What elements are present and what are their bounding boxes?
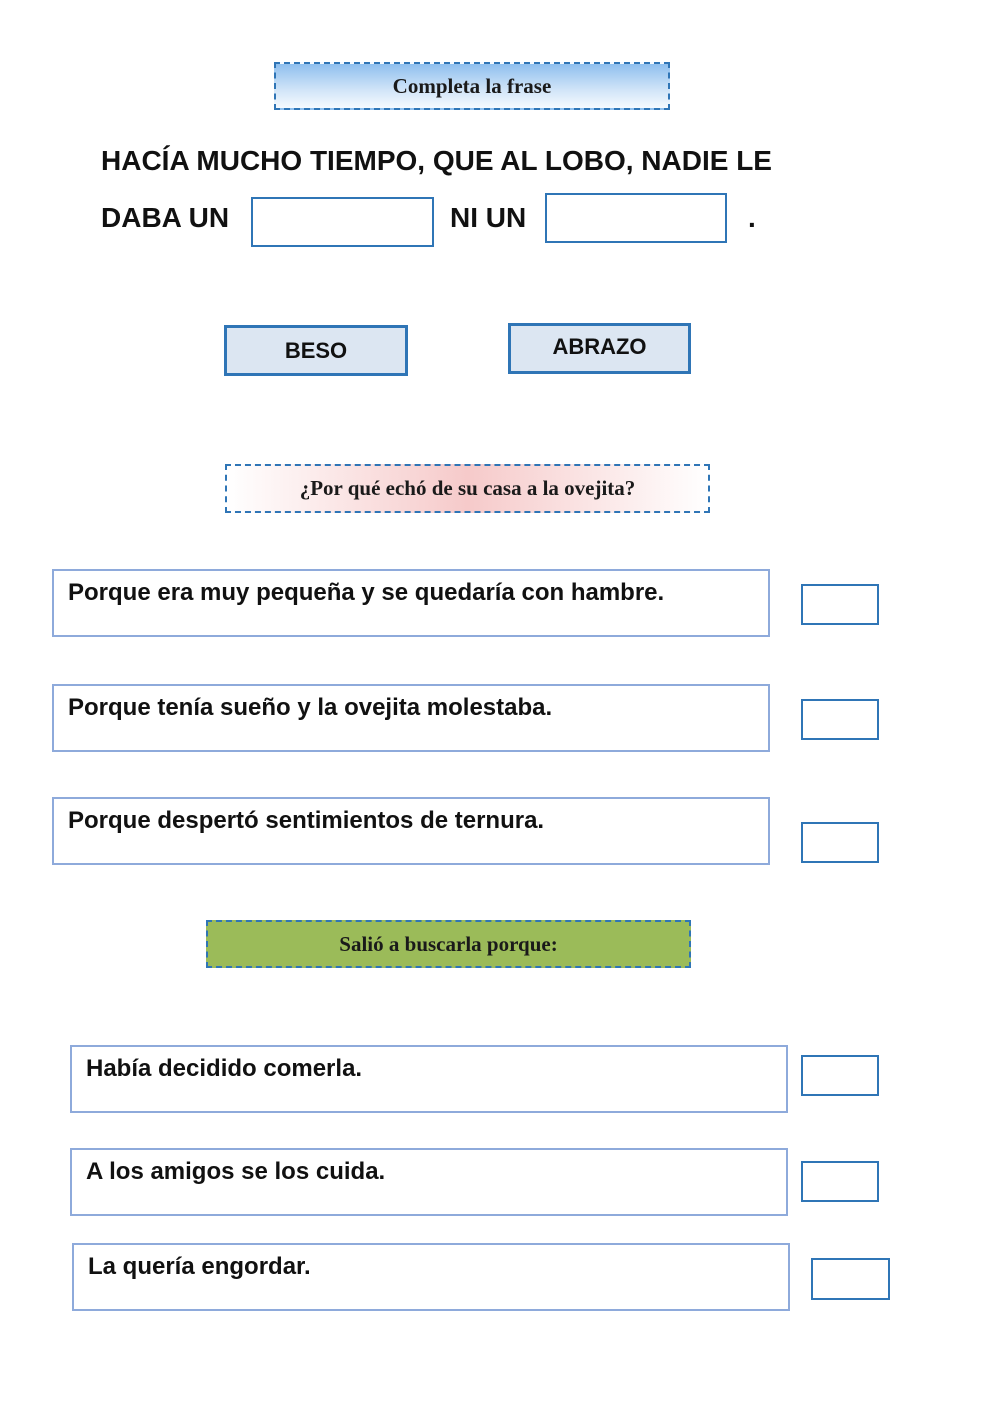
answer-option-text: Había decidido comerla.	[86, 1055, 363, 1082]
answer-option-text: A los amigos se los cuida.	[86, 1158, 386, 1185]
answer-option-text: La quería engordar.	[88, 1253, 311, 1280]
answer-checkbox[interactable]	[801, 1161, 879, 1202]
answer-option-box	[70, 1148, 788, 1216]
answer-checkbox[interactable]	[801, 699, 879, 740]
answer-checkbox[interactable]	[801, 822, 879, 863]
section-header-salio-a-buscarla	[206, 920, 691, 968]
answer-option-box	[72, 1243, 790, 1311]
blank-answer-1[interactable]	[251, 197, 434, 247]
section-header-text: Salió a buscarla porque:	[339, 931, 558, 956]
answer-checkbox[interactable]	[801, 1055, 879, 1096]
answer-option-text: Porque despertó sentimientos de ternura.	[68, 807, 545, 834]
word-chip-abrazo[interactable]	[508, 323, 691, 374]
blank-answer-2[interactable]	[545, 193, 727, 243]
answer-option-text: Porque era muy pequeña y se quedaría con hambre.	[68, 579, 665, 606]
sentence-line-2-end: .	[748, 202, 756, 233]
section-header-completa-la-frase	[274, 62, 670, 110]
section-header-text: Completa la frase	[392, 73, 552, 98]
word-chip-label: ABRAZO	[552, 334, 647, 359]
word-chip-label: BESO	[284, 337, 348, 363]
answer-option-box	[52, 569, 770, 637]
section-header-por-que-echo	[225, 464, 710, 513]
answer-option-box	[52, 797, 770, 865]
section-header-text: ¿Por qué echó de su casa a la ovejita?	[299, 476, 636, 500]
answer-checkbox[interactable]	[811, 1258, 890, 1300]
answer-option-box	[52, 684, 770, 752]
answer-option-box	[70, 1045, 788, 1113]
word-chip-beso[interactable]	[224, 325, 408, 376]
answer-checkbox[interactable]	[801, 584, 879, 625]
answer-option-text: Porque tenía sueño y la ovejita molestaba.	[68, 694, 553, 721]
sentence-line-2-start: DABA UN	[101, 202, 230, 233]
sentence-line-1: HACÍA MUCHO TIEMPO, QUE AL LOBO, NADIE LE	[101, 145, 772, 176]
sentence-line-2-mid: NI UN	[450, 202, 527, 233]
